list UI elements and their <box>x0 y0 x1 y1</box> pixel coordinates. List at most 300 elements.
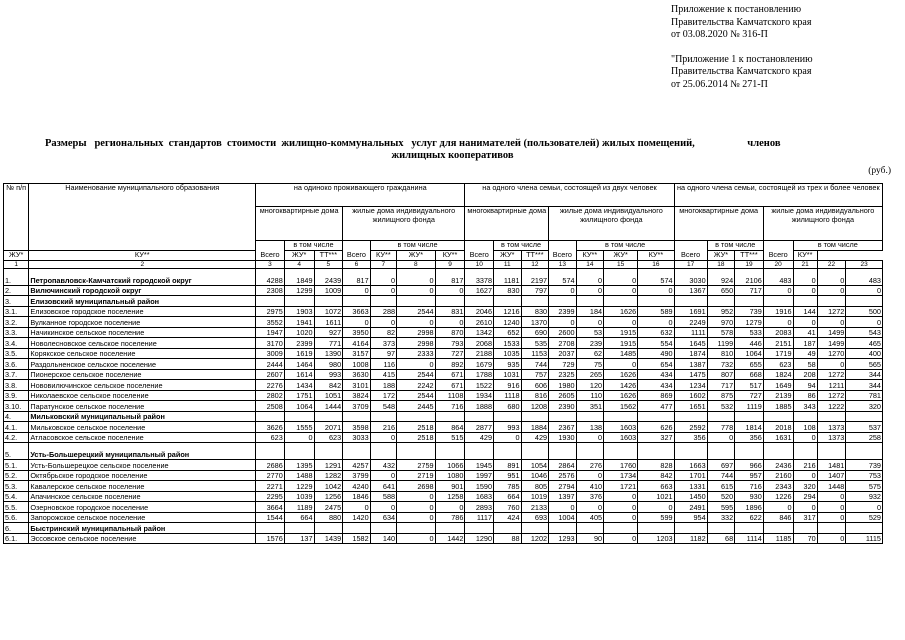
value-cell: 727 <box>435 348 465 359</box>
value-cell: 1222 <box>817 401 846 412</box>
value-cell: 2367 <box>549 422 577 433</box>
table-row <box>4 460 883 471</box>
value-cell <box>284 523 314 534</box>
value-cell: 1824 <box>763 369 793 380</box>
value-cell: 1945 <box>465 460 494 471</box>
value-cell: 717 <box>735 285 764 296</box>
value-cell: 1499 <box>817 338 846 349</box>
value-cell <box>465 443 494 460</box>
standards-table <box>3 183 883 544</box>
value-cell: 1282 <box>314 470 343 481</box>
row-number: 5. <box>4 443 29 460</box>
value-cell: 0 <box>397 491 436 502</box>
value-cell: 1031 <box>494 369 522 380</box>
header-zhu: ЖУ* <box>4 251 29 261</box>
column-number: 14 <box>576 260 604 268</box>
value-cell: 2610 <box>465 317 494 328</box>
header-incl: в том числе <box>370 241 465 251</box>
value-cell <box>397 296 436 307</box>
row-number: 3.6. <box>4 359 29 370</box>
value-cell: 739 <box>846 460 883 471</box>
value-cell: 1299 <box>284 285 314 296</box>
value-cell: 1485 <box>604 348 638 359</box>
value-cell <box>370 443 396 460</box>
value-cell: 1619 <box>284 348 314 359</box>
value-cell: 0 <box>397 502 436 513</box>
municipality-name: Паратунское сельское поселение <box>29 401 256 412</box>
column-number: 18 <box>707 260 735 268</box>
value-cell <box>735 443 764 460</box>
header-ku: КУ** <box>793 251 817 261</box>
value-cell <box>256 523 285 534</box>
value-cell: 1185 <box>763 533 793 544</box>
municipality-name: Усть-Большерецкий муниципальный район <box>29 443 256 460</box>
value-cell: 1115 <box>846 533 883 544</box>
value-cell: 82 <box>370 327 396 338</box>
value-cell: 490 <box>638 348 674 359</box>
value-cell: 2249 <box>674 317 707 328</box>
table-row <box>4 306 883 317</box>
value-cell: 970 <box>707 317 735 328</box>
value-cell <box>465 523 494 534</box>
value-cell: 595 <box>707 502 735 513</box>
value-cell <box>638 296 674 307</box>
value-cell <box>284 296 314 307</box>
value-cell: 120 <box>576 380 604 391</box>
table-body <box>4 268 883 544</box>
value-cell: 1373 <box>817 422 846 433</box>
value-cell: 1211 <box>817 380 846 391</box>
value-cell: 930 <box>735 491 764 502</box>
column-number: 16 <box>638 260 674 268</box>
value-cell: 1533 <box>494 338 522 349</box>
value-cell: 500 <box>846 306 883 317</box>
value-cell: 0 <box>604 268 638 285</box>
table-row <box>4 380 883 391</box>
value-cell: 1407 <box>817 470 846 481</box>
value-cell: 1387 <box>674 359 707 370</box>
header-zhu: ЖУ* <box>397 251 436 261</box>
value-cell <box>314 411 343 422</box>
value-cell: 0 <box>846 502 883 513</box>
value-cell: 1522 <box>465 380 494 391</box>
value-cell: 951 <box>494 470 522 481</box>
value-cell: 1874 <box>674 348 707 359</box>
value-cell: 2975 <box>256 306 285 317</box>
value-cell: 320 <box>846 401 883 412</box>
value-cell: 86 <box>793 390 817 401</box>
column-number: 12 <box>521 260 549 268</box>
value-cell: 4164 <box>343 338 371 349</box>
column-number: 21 <box>793 260 817 268</box>
row-number: 6.1. <box>4 533 29 544</box>
value-cell <box>735 411 764 422</box>
value-cell: 2444 <box>256 359 285 370</box>
municipality-name: Николаевское сельское поселение <box>29 390 256 401</box>
column-number: 4 <box>284 260 314 268</box>
value-cell: 793 <box>435 338 465 349</box>
value-cell: 1270 <box>817 348 846 359</box>
column-number: 11 <box>494 260 522 268</box>
value-cell: 901 <box>435 481 465 492</box>
value-cell: 785 <box>494 481 522 492</box>
value-cell: 1021 <box>638 491 674 502</box>
municipality-name: Октябрьское городское поселение <box>29 470 256 481</box>
value-cell: 2877 <box>465 422 494 433</box>
value-cell: 0 <box>604 285 638 296</box>
value-cell <box>256 296 285 307</box>
value-cell: 652 <box>494 327 522 338</box>
value-cell: 892 <box>435 359 465 370</box>
value-cell: 716 <box>735 481 764 492</box>
value-cell: 144 <box>793 306 817 317</box>
value-cell <box>707 443 735 460</box>
header-line: Правительства Камчатского края <box>671 16 812 28</box>
value-cell: 537 <box>846 422 883 433</box>
value-cell: 2708 <box>549 338 577 349</box>
value-cell: 1649 <box>763 380 793 391</box>
title-line: Размеры региональных стандартов стоимости жилищно-коммунальных услуг для нанимателей (пользователей) жилых помещений, членов <box>45 138 781 149</box>
header-line: от 25.06.2014 № 271-П <box>671 78 768 90</box>
value-cell: 2046 <box>465 306 494 317</box>
value-cell: 0 <box>793 285 817 296</box>
value-cell: 1009 <box>314 285 343 296</box>
header-total: Всего <box>549 241 577 261</box>
value-cell: 744 <box>707 470 735 481</box>
value-cell: 543 <box>846 327 883 338</box>
row-number: 5.6. <box>4 512 29 523</box>
value-cell <box>817 443 846 460</box>
value-cell: 2802 <box>256 390 285 401</box>
value-cell: 2607 <box>256 369 285 380</box>
value-cell: 3033 <box>343 432 371 443</box>
municipality-name: Быстринский муниципальный район <box>29 523 256 534</box>
value-cell: 1395 <box>284 460 314 471</box>
column-number: 8 <box>397 260 436 268</box>
value-cell: 0 <box>763 285 793 296</box>
value-cell: 0 <box>707 432 735 443</box>
value-cell <box>435 443 465 460</box>
value-cell: 332 <box>707 512 735 523</box>
value-cell: 3378 <box>465 268 494 285</box>
header-ku: КУ** <box>576 251 604 261</box>
value-cell: 869 <box>638 390 674 401</box>
value-cell <box>314 523 343 534</box>
value-cell <box>549 411 577 422</box>
value-cell: 632 <box>638 327 674 338</box>
value-cell: 3630 <box>343 369 371 380</box>
value-cell: 1896 <box>735 502 764 513</box>
value-cell: 786 <box>435 512 465 523</box>
value-cell: 830 <box>521 306 549 317</box>
value-cell: 1203 <box>638 533 674 544</box>
value-cell: 1439 <box>314 533 343 544</box>
value-cell: 477 <box>638 401 674 412</box>
value-cell: 1701 <box>674 470 707 481</box>
value-cell: 373 <box>370 338 396 349</box>
value-cell <box>793 296 817 307</box>
value-cell: 1008 <box>343 359 371 370</box>
value-cell: 2719 <box>397 470 436 481</box>
value-cell <box>763 443 793 460</box>
column-number: 6 <box>343 260 371 268</box>
value-cell: 2686 <box>256 460 285 471</box>
table-row <box>4 359 883 370</box>
municipality-name: Пионерское сельское поселение <box>29 369 256 380</box>
column-number-row <box>4 260 883 268</box>
column-number: 2 <box>29 260 256 268</box>
value-cell <box>817 523 846 534</box>
value-cell: 288 <box>370 306 396 317</box>
document-title <box>0 138 905 162</box>
value-cell: 817 <box>343 268 371 285</box>
value-cell: 2071 <box>314 422 343 433</box>
header-total: Всего <box>763 241 793 261</box>
value-cell: 0 <box>817 268 846 285</box>
value-cell: 429 <box>521 432 549 443</box>
value-cell: 465 <box>846 338 883 349</box>
value-cell: 626 <box>638 422 674 433</box>
value-cell: 140 <box>370 533 396 544</box>
municipality-name: Раздольненское сельское поселение <box>29 359 256 370</box>
table-row <box>4 443 883 460</box>
municipality-name: Нововилючинское сельское поселение <box>29 380 256 391</box>
value-cell <box>435 523 465 534</box>
value-cell: 816 <box>521 390 549 401</box>
header-incl: в том числе <box>576 241 674 251</box>
value-cell: 1272 <box>817 306 846 317</box>
value-cell: 1916 <box>763 306 793 317</box>
value-cell: 2475 <box>314 502 343 513</box>
value-cell: 2544 <box>397 306 436 317</box>
value-cell: 3626 <box>256 422 285 433</box>
table-row <box>4 390 883 401</box>
table-row <box>4 327 883 338</box>
header-line: "Приложение 1 к постановлению <box>671 53 813 65</box>
value-cell: 2399 <box>284 338 314 349</box>
value-cell: 993 <box>494 422 522 433</box>
header-incl: в том числе <box>284 241 342 251</box>
table-row <box>4 317 883 328</box>
value-cell: 1627 <box>465 285 494 296</box>
value-cell: 1042 <box>314 481 343 492</box>
table-row <box>4 481 883 492</box>
table-row <box>4 411 883 422</box>
municipality-name: Новолесновское сельское поселение <box>29 338 256 349</box>
value-cell <box>674 296 707 307</box>
value-cell: 0 <box>549 285 577 296</box>
value-cell: 3950 <box>343 327 371 338</box>
value-cell: 0 <box>817 533 846 544</box>
table-row <box>4 401 883 412</box>
value-cell: 0 <box>576 470 604 481</box>
column-number: 19 <box>735 260 764 268</box>
value-cell: 623 <box>763 359 793 370</box>
value-cell: 529 <box>846 512 883 523</box>
value-cell: 1555 <box>284 422 314 433</box>
value-cell: 2068 <box>465 338 494 349</box>
value-cell: 1367 <box>674 285 707 296</box>
value-cell: 0 <box>397 512 436 523</box>
value-cell: 2197 <box>521 268 549 285</box>
value-cell: 400 <box>846 348 883 359</box>
value-cell <box>846 443 883 460</box>
value-cell: 927 <box>314 327 343 338</box>
value-cell: 483 <box>763 268 793 285</box>
value-cell: 2271 <box>256 481 285 492</box>
header-group-2: на одного члена семьи, состоящей из двух человек <box>465 184 674 207</box>
value-cell: 1734 <box>604 470 638 481</box>
value-cell: 655 <box>735 359 764 370</box>
value-cell: 1849 <box>284 268 314 285</box>
value-cell: 0 <box>817 502 846 513</box>
value-cell: 533 <box>735 327 764 338</box>
value-cell: 663 <box>638 481 674 492</box>
value-cell: 727 <box>735 390 764 401</box>
value-cell: 0 <box>397 359 436 370</box>
value-cell <box>817 411 846 422</box>
header-incl: в том числе <box>494 241 549 251</box>
value-cell <box>793 443 817 460</box>
row-number: 3. <box>4 296 29 307</box>
value-cell: 1279 <box>735 317 764 328</box>
value-cell: 0 <box>604 491 638 502</box>
municipality-name: Елизовский муниципальный район <box>29 296 256 307</box>
table-row <box>4 422 883 433</box>
value-cell <box>314 296 343 307</box>
value-cell: 2576 <box>549 470 577 481</box>
value-cell: 0 <box>370 432 396 443</box>
value-cell: 344 <box>846 369 883 380</box>
value-cell: 3101 <box>343 380 371 391</box>
value-cell: 1442 <box>435 533 465 544</box>
value-cell: 1020 <box>284 327 314 338</box>
header-line: Правительства Камчатского края <box>671 66 812 77</box>
row-number: 5.2. <box>4 470 29 481</box>
header-line: Приложение к постановлению <box>671 4 802 15</box>
value-cell: 2592 <box>674 422 707 433</box>
header-no: № п/п <box>4 184 29 251</box>
value-cell: 2106 <box>735 268 764 285</box>
value-cell <box>604 411 638 422</box>
value-cell: 554 <box>638 338 674 349</box>
value-cell: 3170 <box>256 338 285 349</box>
value-cell: 2276 <box>256 380 285 391</box>
value-cell <box>435 296 465 307</box>
municipality-name: Вилючинский городской округ <box>29 285 256 296</box>
value-cell: 778 <box>707 422 735 433</box>
value-cell: 615 <box>707 481 735 492</box>
value-cell: 3824 <box>343 390 371 401</box>
row-number: 5.5. <box>4 502 29 513</box>
value-cell: 3157 <box>343 348 371 359</box>
value-cell: 188 <box>370 380 396 391</box>
value-cell: 0 <box>604 317 638 328</box>
value-cell: 1997 <box>465 470 494 481</box>
value-cell: 0 <box>576 432 604 443</box>
document-header <box>671 4 813 91</box>
value-cell: 2308 <box>256 285 285 296</box>
municipality-name: Запорожское сельское поселение <box>29 512 256 523</box>
value-cell: 1111 <box>674 327 707 338</box>
value-cell <box>343 411 371 422</box>
header-total: Всего <box>256 241 285 261</box>
value-cell: 0 <box>343 317 371 328</box>
value-cell: 2343 <box>763 481 793 492</box>
value-cell: 216 <box>370 422 396 433</box>
value-cell: 415 <box>370 369 396 380</box>
column-number: 5 <box>314 260 343 268</box>
table-row <box>4 338 883 349</box>
value-cell: 2445 <box>397 401 436 412</box>
value-cell: 574 <box>638 268 674 285</box>
value-cell: 0 <box>817 359 846 370</box>
table-row <box>4 523 883 534</box>
value-cell: 1189 <box>284 502 314 513</box>
value-cell: 548 <box>370 401 396 412</box>
value-cell: 0 <box>370 317 396 328</box>
value-cell: 880 <box>314 512 343 523</box>
table-row <box>4 491 883 502</box>
value-cell: 0 <box>793 502 817 513</box>
value-cell: 3598 <box>343 422 371 433</box>
value-cell: 1444 <box>314 401 343 412</box>
value-cell: 97 <box>370 348 396 359</box>
value-cell <box>846 523 883 534</box>
value-cell: 1626 <box>604 390 638 401</box>
value-cell: 1679 <box>465 359 494 370</box>
value-cell: 110 <box>576 390 604 401</box>
value-cell: 0 <box>638 317 674 328</box>
value-cell: 875 <box>707 390 735 401</box>
row-number: 3.10. <box>4 401 29 412</box>
header-izhs: жилые дома индивидуального жилищного фонда <box>763 207 882 241</box>
value-cell: 138 <box>576 422 604 433</box>
value-cell: 2151 <box>763 338 793 349</box>
value-cell: 356 <box>674 432 707 443</box>
value-cell: 565 <box>846 359 883 370</box>
municipality-name: Мильковское сельское поселение <box>29 422 256 433</box>
column-number: 17 <box>674 260 707 268</box>
value-cell: 575 <box>846 481 883 492</box>
value-cell: 1751 <box>284 390 314 401</box>
municipality-name: Апачинское сельское поселение <box>29 491 256 502</box>
value-cell <box>256 411 285 422</box>
value-cell <box>397 523 436 534</box>
value-cell <box>763 411 793 422</box>
value-cell: 535 <box>521 338 549 349</box>
value-cell: 1888 <box>465 401 494 412</box>
value-cell: 0 <box>397 317 436 328</box>
value-cell: 1934 <box>465 390 494 401</box>
value-cell: 0 <box>576 285 604 296</box>
value-cell: 1885 <box>763 401 793 412</box>
value-cell: 2759 <box>397 460 436 471</box>
column-number: 9 <box>435 260 465 268</box>
value-cell <box>817 296 846 307</box>
value-cell: 891 <box>494 460 522 471</box>
value-cell: 1272 <box>817 390 846 401</box>
value-cell: 623 <box>256 432 285 443</box>
municipality-name: Начикинское сельское поселение <box>29 327 256 338</box>
value-cell: 90 <box>576 533 604 544</box>
value-cell: 1760 <box>604 460 638 471</box>
value-cell: 327 <box>638 432 674 443</box>
header-line: от 03.08.2020 № 316-П <box>671 29 768 40</box>
value-cell: 864 <box>435 422 465 433</box>
value-cell <box>397 411 436 422</box>
value-cell: 1947 <box>256 327 285 338</box>
